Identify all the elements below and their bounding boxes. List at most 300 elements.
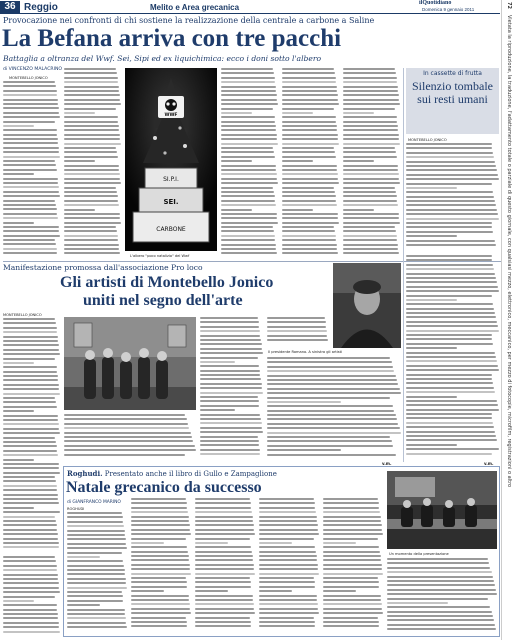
text-line xyxy=(3,591,60,593)
text-line xyxy=(3,318,55,320)
text-line xyxy=(195,564,254,566)
text-line xyxy=(267,410,394,412)
text-line xyxy=(406,213,498,215)
page-code: 72 xyxy=(506,2,512,9)
text-line xyxy=(3,622,59,624)
text-line xyxy=(406,431,495,433)
text-line xyxy=(259,603,318,605)
text-line xyxy=(3,182,58,184)
text-line xyxy=(343,182,400,184)
text-line xyxy=(267,397,390,399)
text-line xyxy=(3,485,57,487)
text-line xyxy=(259,502,315,504)
text-line xyxy=(343,252,399,254)
text-line xyxy=(3,366,57,368)
text-line xyxy=(3,604,57,606)
text-line xyxy=(267,418,397,420)
text-line xyxy=(131,542,164,544)
text-line xyxy=(282,209,313,211)
text-line xyxy=(200,365,259,367)
text-line xyxy=(323,529,382,531)
text-line xyxy=(67,613,125,615)
text-line xyxy=(64,252,120,254)
text-line xyxy=(267,379,397,381)
text-line xyxy=(3,142,58,144)
text-line xyxy=(221,187,273,189)
text-line xyxy=(3,441,56,443)
third-column-2 xyxy=(131,498,191,634)
text-line xyxy=(406,187,457,189)
text-line xyxy=(343,200,397,202)
text-line xyxy=(343,138,399,140)
text-line xyxy=(323,502,379,504)
text-line xyxy=(64,230,117,232)
text-line xyxy=(131,555,189,557)
text-line xyxy=(221,182,278,184)
text-line xyxy=(3,371,57,373)
text-line xyxy=(406,244,496,246)
text-line xyxy=(3,542,59,544)
text-line xyxy=(323,520,381,522)
text-line xyxy=(67,626,127,628)
box-label-sipi: SI.P.I. xyxy=(163,176,179,183)
text-line xyxy=(3,178,58,180)
text-line xyxy=(131,603,190,605)
text-line xyxy=(3,578,58,580)
text-line xyxy=(387,580,494,582)
page-number-badge xyxy=(0,1,20,13)
text-line xyxy=(195,608,254,610)
text-line xyxy=(3,160,55,162)
text-line xyxy=(200,374,260,376)
text-line xyxy=(3,574,58,576)
lead-byline: di VINCENZO MALACRINO xyxy=(3,67,62,72)
text-line xyxy=(323,542,356,544)
text-line xyxy=(259,538,314,540)
text-line xyxy=(3,569,57,571)
text-line xyxy=(267,440,392,442)
text-line xyxy=(131,507,187,509)
text-line xyxy=(195,546,251,548)
text-line xyxy=(131,625,187,627)
text-line xyxy=(200,440,259,442)
side-column-text-2 xyxy=(406,255,499,460)
text-line xyxy=(406,286,498,288)
text-line xyxy=(221,77,275,79)
text-line xyxy=(3,340,58,342)
text-line xyxy=(406,200,495,202)
text-line xyxy=(195,590,228,592)
text-line xyxy=(64,423,188,425)
text-line xyxy=(3,419,58,421)
text-line xyxy=(200,449,260,451)
text-line xyxy=(406,165,496,167)
text-line xyxy=(3,164,56,166)
second-column-1 xyxy=(3,318,60,553)
text-line xyxy=(406,295,492,297)
text-line xyxy=(67,573,125,575)
text-line xyxy=(200,343,262,345)
text-line xyxy=(200,335,260,337)
text-line xyxy=(64,125,119,127)
text-line xyxy=(406,369,499,371)
text-line xyxy=(67,622,126,624)
text-line xyxy=(3,353,60,355)
text-line xyxy=(406,391,495,393)
text-line xyxy=(221,226,273,228)
text-line xyxy=(323,573,383,575)
text-line xyxy=(64,77,118,79)
text-line xyxy=(221,129,276,131)
text-line xyxy=(221,134,277,136)
text-line xyxy=(282,182,339,184)
text-line xyxy=(323,625,379,627)
text-line xyxy=(64,436,192,438)
text-line xyxy=(3,502,59,504)
text-line xyxy=(267,339,328,341)
text-line xyxy=(282,94,338,96)
text-line xyxy=(221,94,277,96)
text-line xyxy=(343,116,397,118)
text-line xyxy=(221,121,275,123)
text-line xyxy=(406,290,499,292)
text-line xyxy=(406,218,499,220)
text-line xyxy=(282,230,335,232)
text-line xyxy=(67,587,127,589)
text-line xyxy=(406,308,494,310)
text-line xyxy=(64,414,185,416)
lead-column-2 xyxy=(64,68,121,260)
text-line xyxy=(406,343,493,345)
text-line xyxy=(259,617,314,619)
text-line xyxy=(343,72,396,74)
text-line xyxy=(406,147,492,149)
text-line xyxy=(406,382,493,384)
text-line xyxy=(200,321,259,323)
text-line xyxy=(3,134,57,136)
text-line xyxy=(259,586,315,588)
text-line xyxy=(3,538,58,540)
subsection-label: Melito e Area grecanica xyxy=(150,3,240,12)
text-line xyxy=(406,303,493,305)
text-line xyxy=(200,418,261,420)
text-line xyxy=(67,521,123,523)
text-line xyxy=(195,617,250,619)
text-line xyxy=(323,608,382,610)
text-line xyxy=(406,268,494,270)
text-line xyxy=(64,195,118,197)
third-kicker: Presentato anche il libro di Gullo e Zampaglione xyxy=(104,470,277,478)
text-line xyxy=(3,410,34,412)
text-line xyxy=(3,213,57,215)
text-line xyxy=(221,86,276,88)
text-line xyxy=(221,103,278,105)
text-line xyxy=(282,235,336,237)
text-line xyxy=(406,413,492,415)
text-line xyxy=(3,90,57,92)
text-line xyxy=(406,404,498,406)
president-photo-caption: Il presidente Romano. A sinistra gli artisti xyxy=(268,350,343,354)
text-line xyxy=(343,209,374,211)
text-line xyxy=(3,200,55,202)
text-line xyxy=(323,559,381,561)
text-line xyxy=(343,191,396,193)
text-line xyxy=(3,556,55,558)
text-line xyxy=(131,621,187,623)
text-line xyxy=(282,81,336,83)
text-line xyxy=(67,516,123,518)
text-line xyxy=(200,326,259,328)
text-line xyxy=(267,405,393,407)
text-line xyxy=(406,143,492,145)
text-line xyxy=(200,352,263,354)
text-line xyxy=(406,174,498,176)
text-line xyxy=(131,617,186,619)
text-line xyxy=(3,349,59,351)
text-line xyxy=(343,81,397,83)
text-line xyxy=(323,524,382,526)
text-line xyxy=(67,547,127,549)
text-line xyxy=(221,248,276,250)
text-line xyxy=(343,90,398,92)
text-line xyxy=(406,387,494,389)
text-line xyxy=(195,612,255,614)
text-line xyxy=(3,423,59,425)
text-line xyxy=(387,562,489,564)
text-line xyxy=(406,281,497,283)
text-line xyxy=(323,507,379,509)
text-line xyxy=(221,116,275,118)
text-line xyxy=(323,617,378,619)
text-line xyxy=(343,121,397,123)
text-line xyxy=(64,90,119,92)
text-line xyxy=(200,396,258,398)
text-line xyxy=(3,94,57,96)
text-line xyxy=(343,160,374,162)
presentation-photo xyxy=(387,471,497,549)
text-line xyxy=(200,444,259,446)
text-line xyxy=(387,624,495,626)
text-line xyxy=(3,565,57,567)
text-line xyxy=(195,595,253,597)
text-line xyxy=(3,362,34,364)
text-line xyxy=(387,619,494,621)
text-line xyxy=(282,72,335,74)
text-line xyxy=(131,516,189,518)
text-line xyxy=(221,217,277,219)
lead-headline: La Befana arriva con tre pacchi xyxy=(2,25,342,52)
text-line xyxy=(195,551,252,553)
text-line xyxy=(406,330,499,332)
text-line xyxy=(259,551,316,553)
text-line xyxy=(131,498,186,500)
text-line xyxy=(3,533,58,535)
text-line xyxy=(3,415,58,417)
text-line xyxy=(67,617,126,619)
text-line xyxy=(267,321,326,323)
text-line xyxy=(3,107,59,109)
text-line xyxy=(259,498,314,500)
text-line xyxy=(131,551,188,553)
text-line xyxy=(200,405,259,407)
text-line xyxy=(259,608,318,610)
text-line xyxy=(3,520,56,522)
text-line xyxy=(343,112,374,114)
text-line xyxy=(64,151,117,153)
text-line xyxy=(343,134,399,136)
text-line xyxy=(267,401,341,403)
president-photo xyxy=(333,263,401,348)
text-line xyxy=(343,239,397,241)
text-line xyxy=(282,252,338,254)
text-line xyxy=(282,68,334,70)
text-line xyxy=(282,134,338,136)
lead-photo-caption: L'albero "poco natalizio" del Wwf xyxy=(130,254,190,258)
text-line xyxy=(64,418,187,420)
second-column-1-continued xyxy=(3,556,60,636)
third-column-1 xyxy=(67,512,127,634)
text-line xyxy=(259,581,315,583)
third-column-3 xyxy=(195,498,255,634)
text-line xyxy=(343,244,398,246)
text-line xyxy=(195,621,251,623)
text-line xyxy=(387,584,495,586)
text-line xyxy=(343,230,396,232)
text-line xyxy=(64,248,119,250)
text-line xyxy=(267,317,325,319)
side-signature: v.m. xyxy=(484,461,494,466)
text-line xyxy=(221,81,275,83)
text-line xyxy=(67,534,125,536)
page-number: 36 xyxy=(4,1,16,12)
text-line xyxy=(195,529,254,531)
text-line xyxy=(64,86,119,88)
text-line xyxy=(3,454,58,456)
text-line xyxy=(406,209,497,211)
text-line xyxy=(282,173,338,175)
text-line xyxy=(3,560,56,562)
text-line xyxy=(131,581,187,583)
text-line xyxy=(406,356,496,358)
text-line xyxy=(323,595,381,597)
text-line xyxy=(406,435,496,437)
text-line xyxy=(64,138,120,140)
text-line xyxy=(406,352,495,354)
text-line xyxy=(221,209,252,211)
text-line xyxy=(221,200,275,202)
legal-notice: Vietata la riproduzione, la traduzione, l'adattamento totale o parziale di questo giornale, con qualsiasi mezzo, elettronico, meccanico, per mezzo di fotocopie, microfilm, registrazioni o altro xyxy=(506,14,512,488)
wwf-text: WWF xyxy=(164,113,178,118)
text-line xyxy=(323,586,379,588)
text-line xyxy=(343,222,400,224)
text-line xyxy=(282,195,336,197)
text-line xyxy=(221,191,274,193)
text-line xyxy=(64,156,118,158)
third-initial: ROGHUDI xyxy=(67,507,85,511)
text-line xyxy=(195,507,251,509)
text-line xyxy=(64,116,118,118)
text-line xyxy=(3,103,58,105)
text-line xyxy=(323,546,379,548)
text-line xyxy=(323,590,356,592)
artists-photo xyxy=(64,317,196,410)
text-line xyxy=(3,613,58,615)
text-line xyxy=(67,530,125,532)
text-line xyxy=(343,129,398,131)
text-line xyxy=(3,217,58,219)
text-line xyxy=(195,498,250,500)
text-line xyxy=(282,226,334,228)
text-line xyxy=(64,187,116,189)
text-line xyxy=(406,360,497,362)
text-line xyxy=(195,586,251,588)
text-line xyxy=(3,375,58,377)
text-line xyxy=(267,357,390,359)
text-line xyxy=(406,222,492,224)
text-line xyxy=(259,599,317,601)
text-line xyxy=(343,99,399,101)
text-line xyxy=(221,195,275,197)
text-line xyxy=(343,147,395,149)
text-line xyxy=(282,248,337,250)
text-line xyxy=(282,239,336,241)
text-line xyxy=(406,365,498,367)
text-line xyxy=(323,568,382,570)
text-line xyxy=(131,590,164,592)
text-line xyxy=(259,533,319,535)
text-line xyxy=(387,606,490,608)
text-line xyxy=(3,631,60,633)
text-line xyxy=(195,524,254,526)
text-line xyxy=(406,325,498,327)
text-line xyxy=(259,621,315,623)
text-line xyxy=(221,239,275,241)
text-line xyxy=(195,538,250,540)
befana-tree-illustration xyxy=(125,68,217,251)
text-line xyxy=(3,379,58,381)
side-strip xyxy=(501,0,512,640)
text-line xyxy=(64,68,116,70)
text-line xyxy=(282,129,337,131)
text-line xyxy=(221,72,274,74)
text-line xyxy=(3,494,58,496)
text-line xyxy=(406,161,495,163)
text-line xyxy=(3,156,60,158)
text-line xyxy=(3,138,58,140)
text-line xyxy=(387,589,496,591)
text-line xyxy=(221,173,277,175)
text-line xyxy=(282,156,336,158)
lead-photo xyxy=(125,68,217,251)
text-line xyxy=(387,628,496,630)
text-line xyxy=(131,538,186,540)
text-line xyxy=(259,595,317,597)
text-line xyxy=(3,450,57,452)
text-line xyxy=(131,586,187,588)
text-line xyxy=(64,108,116,110)
text-line xyxy=(195,625,251,627)
lead-column-5 xyxy=(343,68,400,260)
text-line xyxy=(221,112,252,114)
text-line xyxy=(343,165,398,167)
text-line xyxy=(221,165,276,167)
text-line xyxy=(406,196,494,198)
text-line xyxy=(64,182,121,184)
text-line xyxy=(282,77,336,79)
text-line xyxy=(3,99,58,101)
text-line xyxy=(406,235,457,237)
text-line xyxy=(200,330,260,332)
